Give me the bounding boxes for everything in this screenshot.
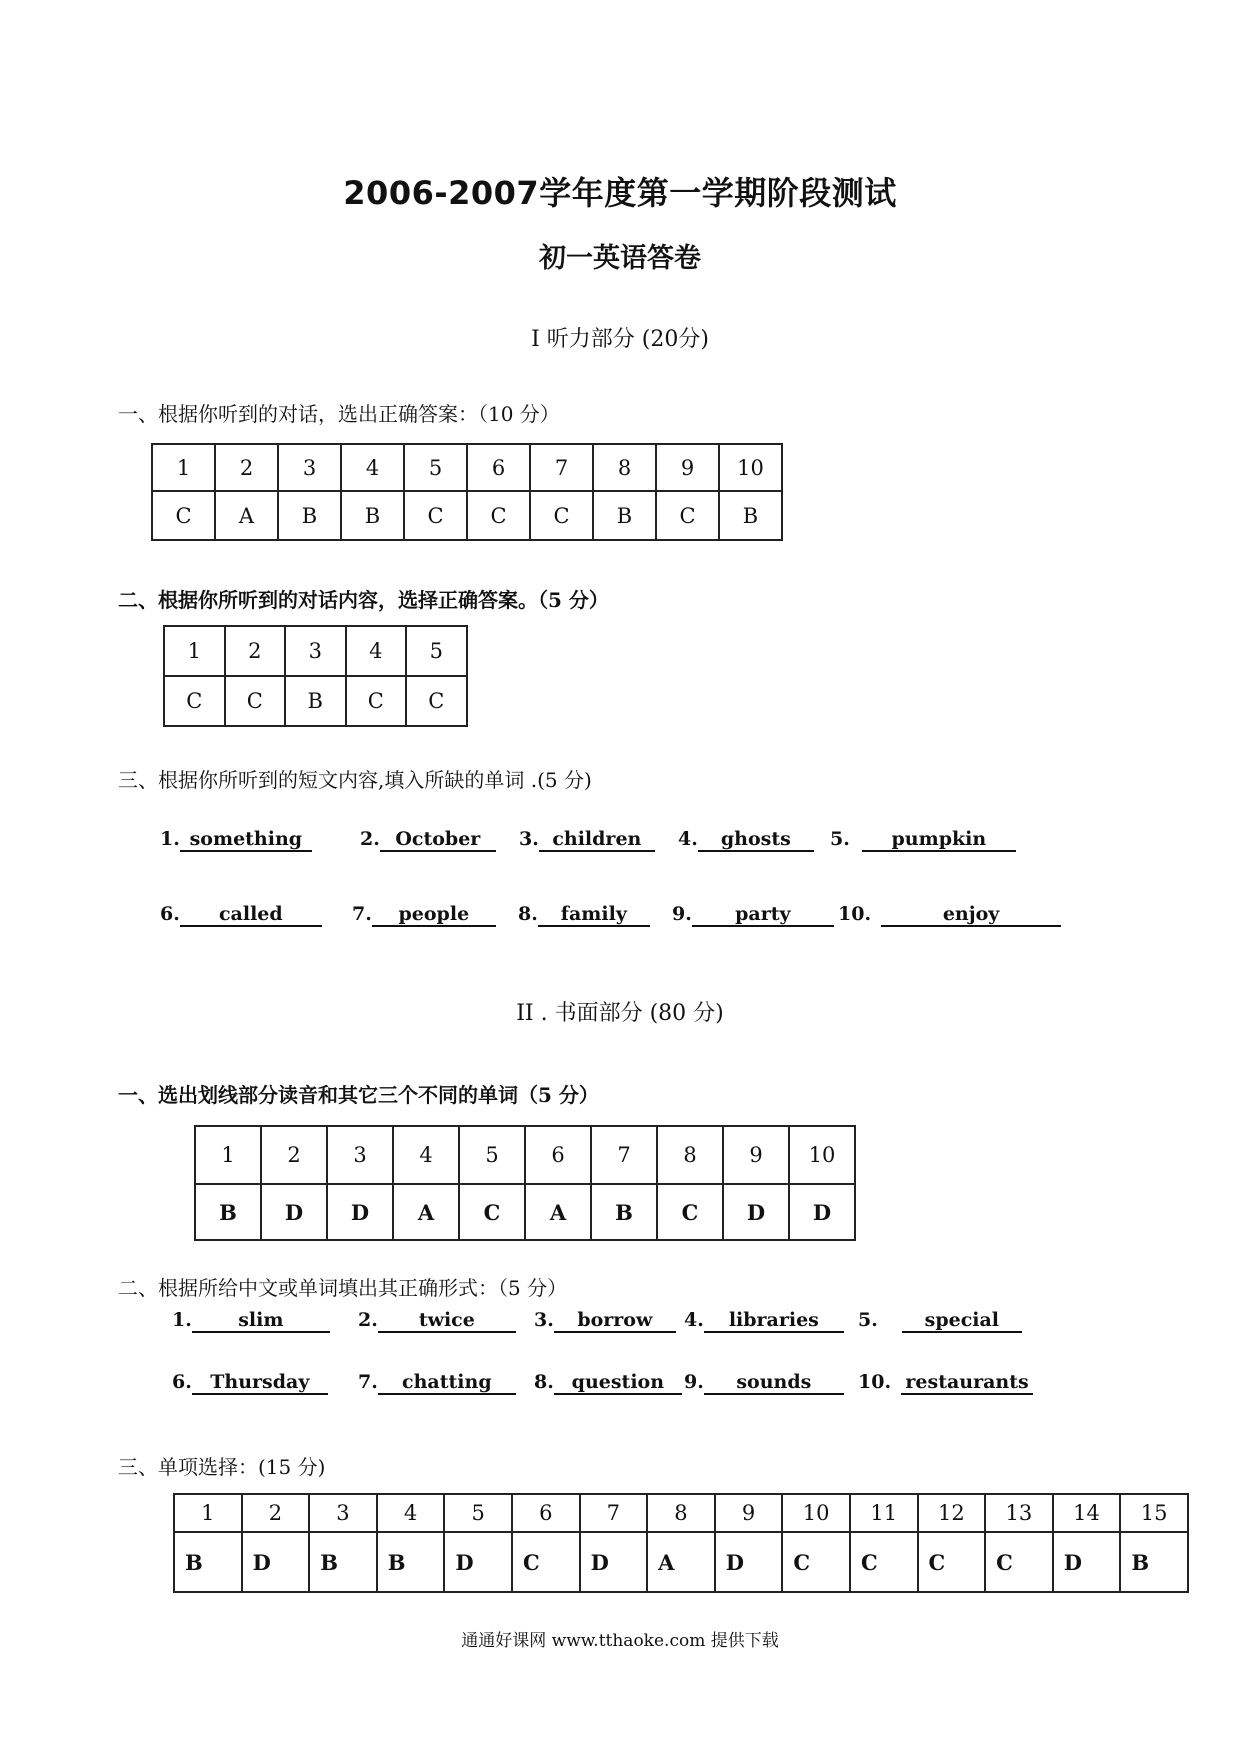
answer-cell: B <box>278 491 341 540</box>
question-number-cell: 4 <box>393 1126 459 1184</box>
word-form-answer: chatting <box>378 1371 516 1395</box>
word-form-7: 7. chatting <box>358 1371 516 1395</box>
fill-blank-answer: called <box>180 903 322 927</box>
answer-cell: B <box>285 676 346 726</box>
answer-cell: B <box>174 1532 242 1592</box>
word-form-4: 4. libraries <box>684 1309 844 1333</box>
question-number-cell: 10 <box>782 1494 850 1532</box>
question-number-cell: 3 <box>278 444 341 491</box>
word-form-answer: question <box>554 1371 682 1395</box>
word-form-5: 5. special <box>858 1309 1022 1333</box>
answer-cell: A <box>393 1184 459 1240</box>
word-form-3: 3. borrow <box>534 1309 676 1333</box>
question-number-cell: 4 <box>341 444 404 491</box>
question-number-cell: 11 <box>850 1494 918 1532</box>
fill-blank-answer: something <box>180 828 312 852</box>
answer-cell: D <box>242 1532 310 1592</box>
answer-cell: B <box>309 1532 377 1592</box>
answer-cell: C <box>512 1532 580 1592</box>
question-number-cell: 4 <box>377 1494 445 1532</box>
fill-blank-3: 3. children <box>519 828 655 852</box>
fill-blank-6: 6. called <box>160 903 322 927</box>
answer-cell: C <box>656 491 719 540</box>
footer-credit: 通通好课网 www.tthaoke.com 提供下载 <box>461 1631 779 1651</box>
question-number-cell: 1 <box>164 626 225 676</box>
answer-row <box>174 1532 1188 1592</box>
question-number-cell: 12 <box>918 1494 986 1532</box>
answer-cell: B <box>377 1532 445 1592</box>
answer-cell: B <box>719 491 782 540</box>
question-number-cell: 6 <box>525 1126 591 1184</box>
question-number-cell: 7 <box>530 444 593 491</box>
part1-section2-heading: 二、根据你所听到的对话内容，选择正确答案。（5 分） <box>118 588 609 612</box>
question-number-cell: 6 <box>512 1494 580 1532</box>
answer-cell: B <box>591 1184 657 1240</box>
part2-heading: II . 书面部分 (80 分) <box>516 1001 724 1026</box>
answer-cell: A <box>525 1184 591 1240</box>
question-number-cell: 2 <box>242 1494 310 1532</box>
word-form-answer: sounds <box>704 1371 844 1395</box>
word-form-answer: restaurants <box>901 1371 1033 1395</box>
answer-cell: B <box>593 491 656 540</box>
answer-cell: B <box>1120 1532 1188 1592</box>
answer-cell: D <box>327 1184 393 1240</box>
fill-blank-4: 4. ghosts <box>678 828 814 852</box>
part1-section3-heading: 三、根据你所听到的短文内容,填入所缺的单词 .(5 分) <box>118 768 592 792</box>
question-number-cell: 5 <box>459 1126 525 1184</box>
question-number-cell: 15 <box>1120 1494 1188 1532</box>
question-number-cell: 2 <box>225 626 286 676</box>
page-title: 2006-2007学年度第一学期阶段测试 <box>343 174 897 212</box>
question-number-cell: 5 <box>444 1494 512 1532</box>
fill-blank-10: 10. enjoy <box>838 903 1061 927</box>
answer-cell: D <box>1053 1532 1121 1592</box>
fill-blank-5: 5. pumpkin <box>830 828 1016 852</box>
page-subtitle: 初一英语答卷 <box>539 243 701 274</box>
question-number-cell: 8 <box>657 1126 723 1184</box>
fill-blank-answer: children <box>539 828 655 852</box>
answer-cell: C <box>782 1532 850 1592</box>
answer-cell: D <box>715 1532 783 1592</box>
answer-cell: A <box>215 491 278 540</box>
answer-cell: C <box>152 491 215 540</box>
answer-row <box>164 676 467 726</box>
answer-cell: C <box>918 1532 986 1592</box>
question-number-cell: 13 <box>985 1494 1053 1532</box>
fill-blank-answer: family <box>538 903 650 927</box>
fill-blank-2: 2. October <box>360 828 496 852</box>
question-number-row <box>164 626 467 676</box>
word-form-1: 1. slim <box>172 1309 330 1333</box>
question-number-cell: 5 <box>406 626 467 676</box>
answer-row <box>195 1184 855 1240</box>
answer-cell: C <box>346 676 407 726</box>
question-number-row <box>174 1494 1188 1532</box>
answer-cell: D <box>580 1532 648 1592</box>
part2-section1-table <box>194 1125 856 1241</box>
answer-cell: C <box>406 676 467 726</box>
question-number-cell: 9 <box>723 1126 789 1184</box>
word-form-answer: twice <box>378 1309 516 1333</box>
part1-section1-table <box>151 443 783 541</box>
answer-cell: C <box>225 676 286 726</box>
fill-blank-answer: pumpkin <box>862 828 1016 852</box>
answer-row <box>152 491 782 540</box>
answer-cell: C <box>850 1532 918 1592</box>
word-form-10: 10. restaurants <box>858 1371 1033 1395</box>
word-form-answer: libraries <box>704 1309 844 1333</box>
question-number-cell: 2 <box>215 444 278 491</box>
answer-cell: C <box>657 1184 723 1240</box>
answer-cell: C <box>985 1532 1053 1592</box>
question-number-cell: 14 <box>1053 1494 1121 1532</box>
question-number-cell: 8 <box>647 1494 715 1532</box>
fill-blank-answer: enjoy <box>881 903 1061 927</box>
question-number-cell: 6 <box>467 444 530 491</box>
answer-cell: D <box>444 1532 512 1592</box>
part2-section1-heading: 一、选出划线部分读音和其它三个不同的单词（5 分） <box>118 1083 599 1107</box>
question-number-cell: 9 <box>715 1494 783 1532</box>
fill-blank-7: 7. people <box>352 903 496 927</box>
word-form-6: 6. Thursday <box>172 1371 328 1395</box>
answer-cell: D <box>789 1184 855 1240</box>
question-number-cell: 5 <box>404 444 467 491</box>
fill-blank-answer: October <box>380 828 496 852</box>
word-form-answer: special <box>902 1309 1022 1333</box>
word-form-2: 2. twice <box>358 1309 516 1333</box>
part2-section3-heading: 三、单项选择：(15 分) <box>118 1455 326 1479</box>
answer-cell: B <box>195 1184 261 1240</box>
fill-blank-1: 1. something <box>160 828 312 852</box>
question-number-cell: 4 <box>346 626 407 676</box>
question-number-cell: 7 <box>591 1126 657 1184</box>
part1-section2-table <box>163 625 468 727</box>
question-number-row <box>152 444 782 491</box>
question-number-row <box>195 1126 855 1184</box>
answer-cell: B <box>341 491 404 540</box>
fill-blank-9: 9. party <box>672 903 834 927</box>
question-number-cell: 1 <box>152 444 215 491</box>
question-number-cell: 7 <box>580 1494 648 1532</box>
fill-blank-8: 8. family <box>518 903 650 927</box>
question-number-cell: 1 <box>174 1494 242 1532</box>
question-number-cell: 2 <box>261 1126 327 1184</box>
answer-cell: C <box>467 491 530 540</box>
question-number-cell: 10 <box>719 444 782 491</box>
fill-blank-answer: party <box>692 903 834 927</box>
question-number-cell: 1 <box>195 1126 261 1184</box>
answer-cell: D <box>723 1184 789 1240</box>
word-form-answer: slim <box>192 1309 330 1333</box>
part1-section1-heading: 一、根据你听到的对话，选出正确答案：（10 分） <box>118 402 560 426</box>
question-number-cell: 3 <box>309 1494 377 1532</box>
answer-cell: D <box>261 1184 327 1240</box>
answer-cell: C <box>404 491 467 540</box>
question-number-cell: 3 <box>285 626 346 676</box>
word-form-8: 8. question <box>534 1371 682 1395</box>
part1-heading: I 听力部分 (20分) <box>531 327 709 352</box>
answer-cell: C <box>164 676 225 726</box>
answer-cell: A <box>647 1532 715 1592</box>
word-form-answer: borrow <box>554 1309 676 1333</box>
part2-section2-heading: 二、根据所给中文或单词填出其正确形式：（5 分） <box>118 1276 568 1300</box>
word-form-9: 9. sounds <box>684 1371 844 1395</box>
part2-section3-table <box>173 1493 1189 1593</box>
answer-cell: C <box>530 491 593 540</box>
answer-cell: C <box>459 1184 525 1240</box>
fill-blank-answer: ghosts <box>698 828 814 852</box>
question-number-cell: 10 <box>789 1126 855 1184</box>
fill-blank-answer: people <box>372 903 496 927</box>
question-number-cell: 9 <box>656 444 719 491</box>
question-number-cell: 8 <box>593 444 656 491</box>
question-number-cell: 3 <box>327 1126 393 1184</box>
word-form-answer: Thursday <box>192 1371 328 1395</box>
